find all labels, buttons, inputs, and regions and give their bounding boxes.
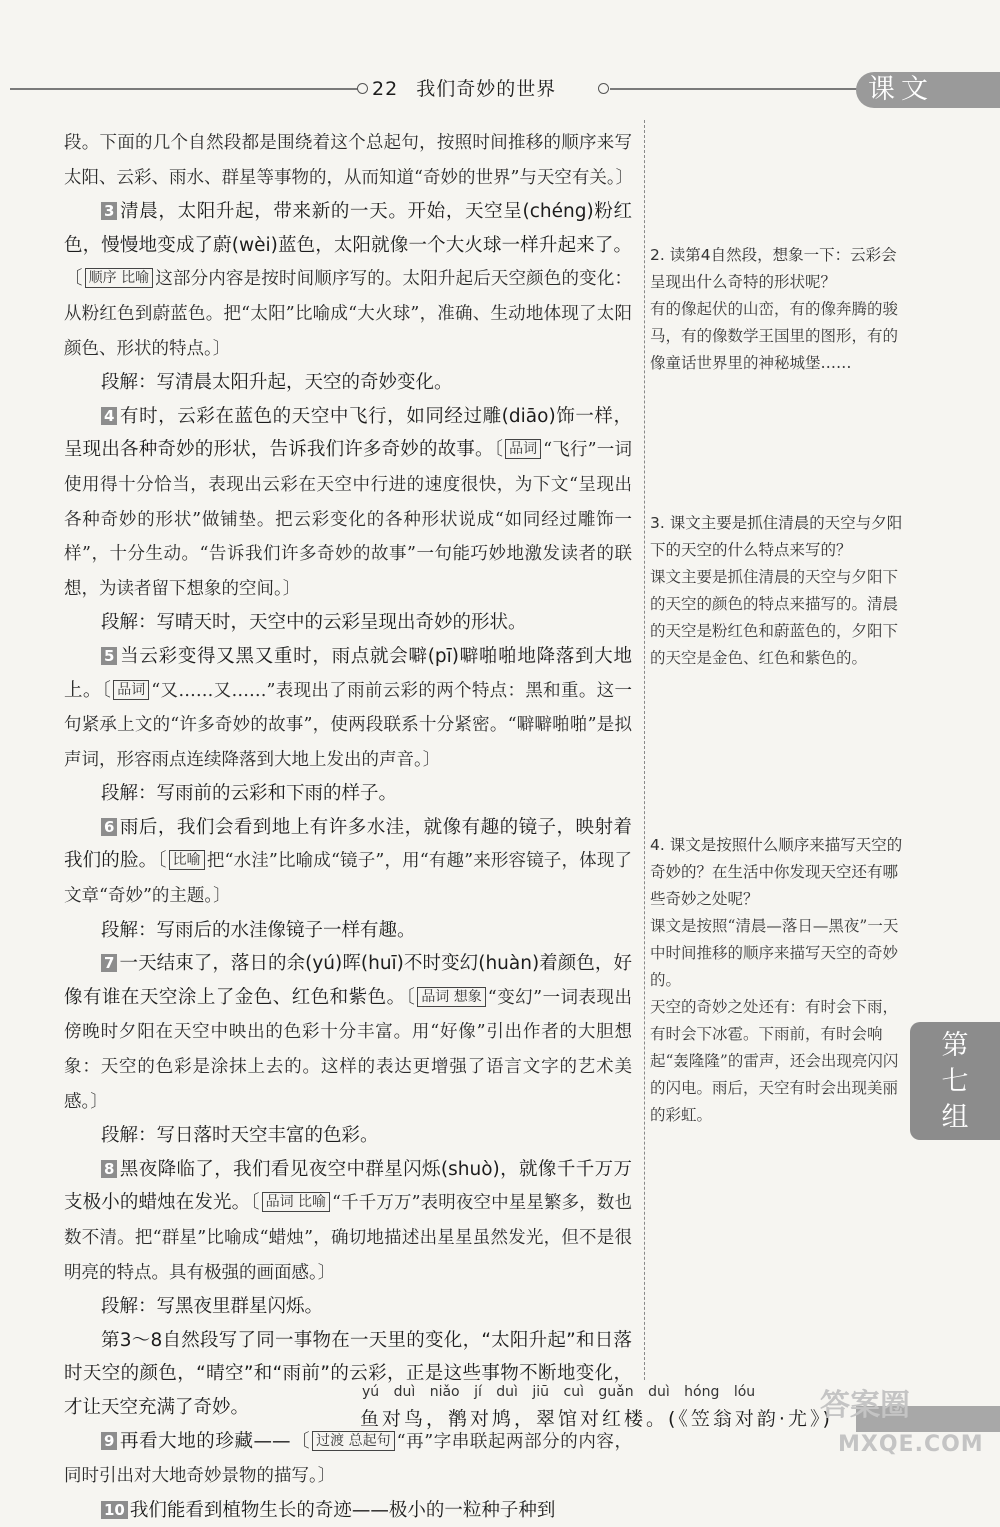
paragraph-number: 6 xyxy=(101,818,117,836)
annotation-note: 把“水洼”比喻成“镜子”，用“有趣”来形容镜子，体现了文章“奇妙”的主题。〕 xyxy=(64,851,632,907)
column-divider xyxy=(644,120,645,1380)
paragraph-10: 10 我们能看到植物生长的奇迹——极小的一粒种子种到 xyxy=(64,1494,632,1527)
paragraph-summary: 段解：写日落时天空丰富的色彩。 xyxy=(101,1125,379,1147)
paragraph-number: 9 xyxy=(101,1432,117,1450)
question-text: 3. 课文主要是抓住清晨的天空与夕阳下的天空的什么特点来写的？ xyxy=(650,514,903,559)
paragraph-8: 8 黑夜降临了，我们看见夜空中群星闪烁(shuò)，就像千千万万支极小的蜡烛在发光。〔 品词 比喻 “千千万万”表明夜空中星星繁多，数也数不清。把“群星”比喻成“蜡烛”，确切地描述出星星虽然发光，但不是很明亮的特点。具有极强的画面感。〕 xyxy=(64,1158,632,1283)
side-question-4 xyxy=(650,832,912,1129)
paragraph-5: 5 当云彩变得又黑又重时，雨点就会噼(pī)噼啪啪地降落到大地上。〔 品词 “又……又……”表现出了雨前云彩的两个特点：黑和重。这一句紧承上文的“许多奇妙的故事”，使两段联系十分紧密。“噼噼啪啪”是拟声词，形容雨点连续降落到大地上发出的声音。〕 xyxy=(64,645,632,770)
question-text: 2. 读第4自然段，想象一下：云彩会呈现出什么奇特的形状呢？ xyxy=(650,246,897,291)
footer-verse: 鱼对鸟，鹡对鸠，翠馆对红楼。(《笠翁对韵·尤》) xyxy=(360,1408,833,1430)
lesson-title: 我们奇妙的世界 xyxy=(416,78,557,100)
annotation-tag: 比喻 xyxy=(169,850,205,870)
annotation-tag: 品词 想象 xyxy=(417,987,485,1007)
answer-text: 有的像起伏的山峦，有的像奔腾的骏马，有的像数学王国里的图形，有的像童话世界里的神秘城堡…… xyxy=(650,300,899,372)
answer-text: 天空的奇妙之处还有：有时会下雨，有时会下冰雹。下雨前，有时会响起“轰隆隆”的雷声，还会出现亮闪闪的闪电。雨后，天空有时会出现美丽的彩虹。 xyxy=(650,998,899,1124)
annotation-note: “又……又……”表现出了雨前云彩的两个特点：黑和重。这一句紧承上文的“许多奇妙的故事”，使两段联系十分紧密。“噼噼啪啪”是拟声词，形容雨点连续降落到大地上发出的声音。〕 xyxy=(64,680,632,770)
annotation-note: “飞行”一词使用得十分恰当，表现出云彩在天空中行进的速度很快，为下文“呈现出各种奇妙的形状”做铺垫。把云彩变化的各种形状说成“如同经过雕饰一样”，十分生动。“告诉我们许多奇妙的故事”一句能巧妙地激发读者的联想，为读者留下想象的空间。〕 xyxy=(64,440,632,599)
header-dot-left xyxy=(357,83,368,94)
annotation-tag: 过渡 总起句 xyxy=(312,1431,394,1451)
annotation-tag: 品词 xyxy=(113,680,149,700)
annotation-note: 这部分内容是按时间顺序写的。太阳升起后天空颜色的变化：从粉红色到蔚蓝色。把“太阳”比喻成“大火球”，准确、生动地体现了太阳颜色、形状的特点。〕 xyxy=(64,269,632,359)
paragraph-summary: 段解：写雨前的云彩和下雨的样子。 xyxy=(101,783,398,805)
main-text-column xyxy=(64,126,632,1527)
annotation-tag: 品词 xyxy=(505,439,541,459)
paragraph-9: 9 再看大地的珍藏——〔 过渡 总起句 “再”字串联起两部分的内容，同时引出对大地奇妙景物的描写。〕 xyxy=(64,1430,632,1487)
section-summary: 第3～8自然段写了同一事物在一天里的变化，“太阳升起”和日落时天空的颜色，“晴空”和“雨前”的云彩，正是这些事物不断地变化，才让天空充满了奇妙。 xyxy=(64,1329,632,1418)
paragraph-number: 10 xyxy=(101,1501,128,1519)
chapter-tab: 第 七 组 xyxy=(910,1022,1000,1140)
paragraph-summary: 段解：写黑夜里群星闪烁。 xyxy=(101,1296,324,1318)
answer-text: 课文主要是抓住清晨的天空与夕阳下的天空的颜色的特点来描写的。清晨的天空是粉红色和蔚蓝色的，夕阳下的天空是金色、红色和紫色的。 xyxy=(650,568,899,667)
section-tab: 课文 xyxy=(856,72,1000,108)
paragraph-summary: 段解：写雨后的水洼像镜子一样有趣。 xyxy=(101,919,416,941)
watermark-logo: 答案圈 xyxy=(820,1388,910,1423)
lesson-number: 22 xyxy=(372,78,399,100)
paragraph-number: 5 xyxy=(101,647,117,665)
page-header-title xyxy=(372,74,556,101)
paragraph-number: 3 xyxy=(101,202,117,220)
header-dot-right xyxy=(598,83,609,94)
answer-text: 课文是按照“清晨—落日—黑夜”一天中时间推移的顺序来描写天空的奇妙的。 xyxy=(650,917,899,989)
intro-note: 段。下面的几个自然段都是围绕着这个总起句，按照时间推移的顺序来写太阳、云彩、雨水、群星等事物的，从而知道“奇妙的世界”与天空有关。〕 xyxy=(64,133,634,188)
side-question-3 xyxy=(650,510,912,672)
header-rule-right xyxy=(610,88,860,90)
paragraph-summary: 段解：写清晨太阳升起，天空的奇妙变化。 xyxy=(101,372,453,394)
paragraph-summary: 段解：写晴天时，天空中的云彩呈现出奇妙的形状。 xyxy=(101,612,527,634)
paragraph-number: 7 xyxy=(101,954,117,972)
footer-pinyin: yú duì niǎo jí duì jiū cuì guǎn duì hóng lóu xyxy=(362,1384,756,1400)
annotation-note: “千千万万”表明夜空中星星繁多，数也数不清。把“群星”比喻成“蜡烛”，确切地描述出星星虽然发光，但不是很明亮的特点。具有极强的画面感。〕 xyxy=(64,1193,632,1283)
paragraph-6: 6 雨后，我们会看到地上有许多水洼，就像有趣的镜子，映射着我们的脸。〔 比喻 把“水洼”比喻成“镜子”，用“有趣”来形容镜子，体现了文章“奇妙”的主题。〕 xyxy=(64,816,632,907)
question-text: 4. 课文是按照什么顺序来描写天空的奇妙的？在生活中你发现天空还有哪些奇妙之处呢？ xyxy=(650,836,903,908)
side-question-2 xyxy=(650,242,912,377)
paragraph-3: 3 清晨，太阳升起，带来新的一天。开始，天空呈(chéng)粉红色，慢慢地变成了蔚(wèi)蓝色，太阳就像一个大火球一样升起来了。〔 顺序 比喻 这部分内容是按时间顺序写的。太阳升起后天空颜色的变化：从粉红色到蔚蓝色。把“太阳”比喻成“大火球”，准确、生动地体现了太阳颜色、形状的特点。〕 xyxy=(64,201,632,359)
paragraph-4: 4 有时，云彩在蓝色的天空中飞行，如同经过雕(diāo)饰一样，呈现出各种奇妙的形状，告诉我们许多奇妙的故事。〔 品词 “飞行”一词使用得十分恰当，表现出云彩在天空中行进的速度很快，为下文“呈现出各种奇妙的形状”做铺垫。把云彩变化的各种形状说成“如同经过雕饰一样”，十分生动。“告诉我们许多奇妙的故事”一句能巧妙地激发读者的联想，为读者留下想象的空间。〕 xyxy=(64,405,632,599)
paragraph-number: 4 xyxy=(101,407,117,425)
annotation-note: “再”字串联起两部分的内容，同时引出对大地奇妙景物的描写。〕 xyxy=(64,1431,632,1487)
annotation-tag: 品词 比喻 xyxy=(262,1192,330,1212)
annotation-note: “变幻”一词表现出傍晚时夕阳在天空中映出的色彩十分丰富。用“好像”引出作者的大胆想象：天空的色彩是涂抹上去的。这样的表达更增强了语言文字的艺术美感。〕 xyxy=(64,987,632,1112)
paragraph-7: 7 一天结束了，落日的余(yú)晖(huī)不时变幻(huàn)着颜色，好像有谁在天空涂上了金色、红色和紫色。〔 品词 想象 “变幻”一词表现出傍晚时夕阳在天空中映出的色彩十分丰富。用“好像”引出作者的大胆想象：天空的色彩是涂抹上去的。这样的表达更增强了语言文字的艺术美感。〕 xyxy=(64,953,632,1112)
paragraph-number: 8 xyxy=(101,1160,117,1178)
annotation-tag: 顺序 比喻 xyxy=(85,268,153,288)
watermark-url: MXQE.COM xyxy=(838,1432,984,1457)
header-rule-left xyxy=(10,88,360,90)
